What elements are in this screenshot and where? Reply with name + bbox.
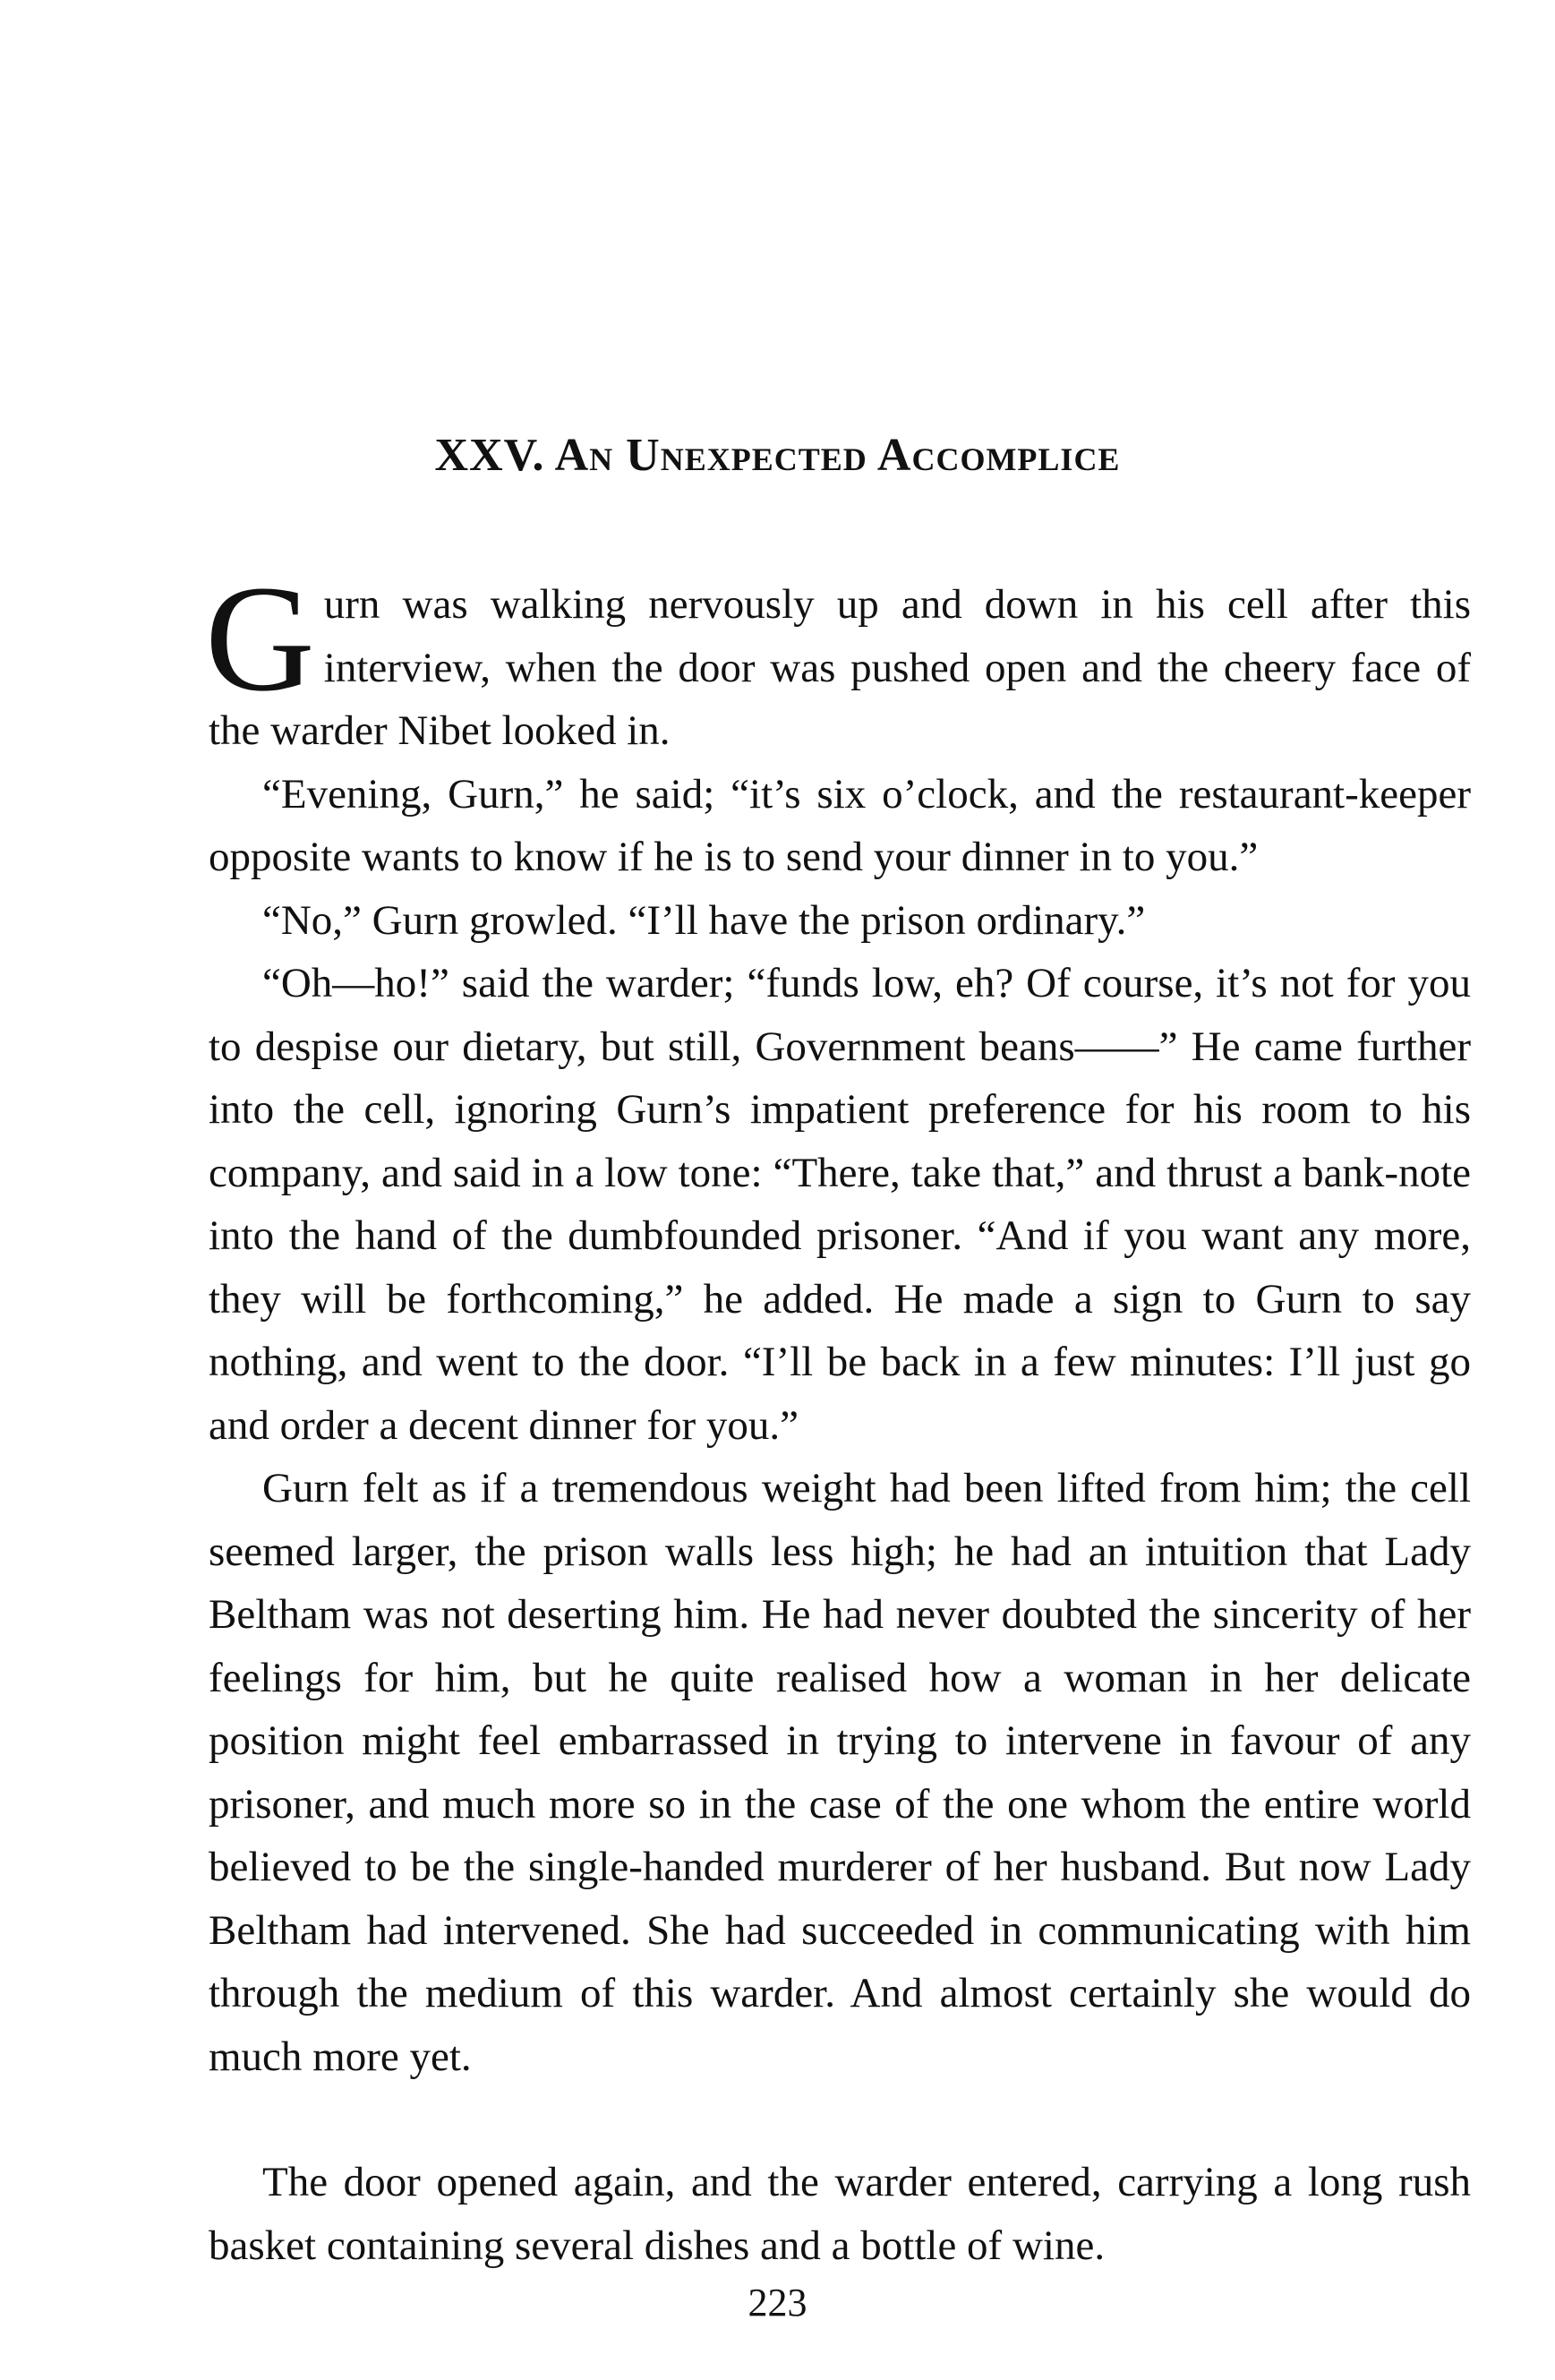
- page-number: 223: [748, 2281, 807, 2324]
- paragraph-1: [205, 554, 1471, 763]
- paragraph-6: The door opened again, and the warder entered, carrying a long rush basket containing several dishes and a bottle of wine.: [209, 2159, 1471, 2269]
- paragraph-1-text: urn was walking nervously up and down in his cell after this interview, when the door was pushed open and the cheery face of the warder Nibet looked in.: [209, 581, 1471, 754]
- paragraph-4: “Oh—ho!” said the warder; “funds low, eh? Of course, it’s not for you to despise our dietary, but still, Government beans——” He came further into the cell, ignoring Gurn’s impatient preference for his room to his company, and said in a low tone: “There, take that,” and thrust a bank-note into the hand of the dumbfounded prisoner. “And if you want any more, they will be forthcoming,” he added. He made a sign to Gurn to say nothing, and went to the door. “I’ll be back in a few minutes: I’ll just go and order a decent dinner for you.”: [209, 960, 1471, 1449]
- drop-cap: G: [205, 554, 315, 723]
- paragraph-3: “No,” Gurn growled. “I’ll have the prison ordinary.”: [262, 896, 1146, 944]
- body-text: [205, 554, 1471, 2277]
- chapter-title: XXV. An Unexpected Accomplice: [434, 429, 1121, 481]
- paragraph-5: Gurn felt as if a tremendous weight had been lifted from him; the cell seemed larger, the prison walls less high; he had an intuition that Lady Beltham was not deserting him. He had never doubted the sincerity of her feelings for him, but he quite realised how a woman in her delicate position might feel embarrassed in trying to intervene in favour of any prisoner, and much more so in the case of the one whom the entire world believed to be the single-handed murderer of her husband. But now Lady Beltham had intervened. She had succeeded in communicating with him through the medium of this warder. And almost certainly she would do much more yet.: [209, 1465, 1471, 2080]
- paragraph-2: “Evening, Gurn,” he said; “it’s six o’clock, and the restaurant-keeper opposite wants to know if he is to send your dinner in to you.”: [209, 770, 1471, 880]
